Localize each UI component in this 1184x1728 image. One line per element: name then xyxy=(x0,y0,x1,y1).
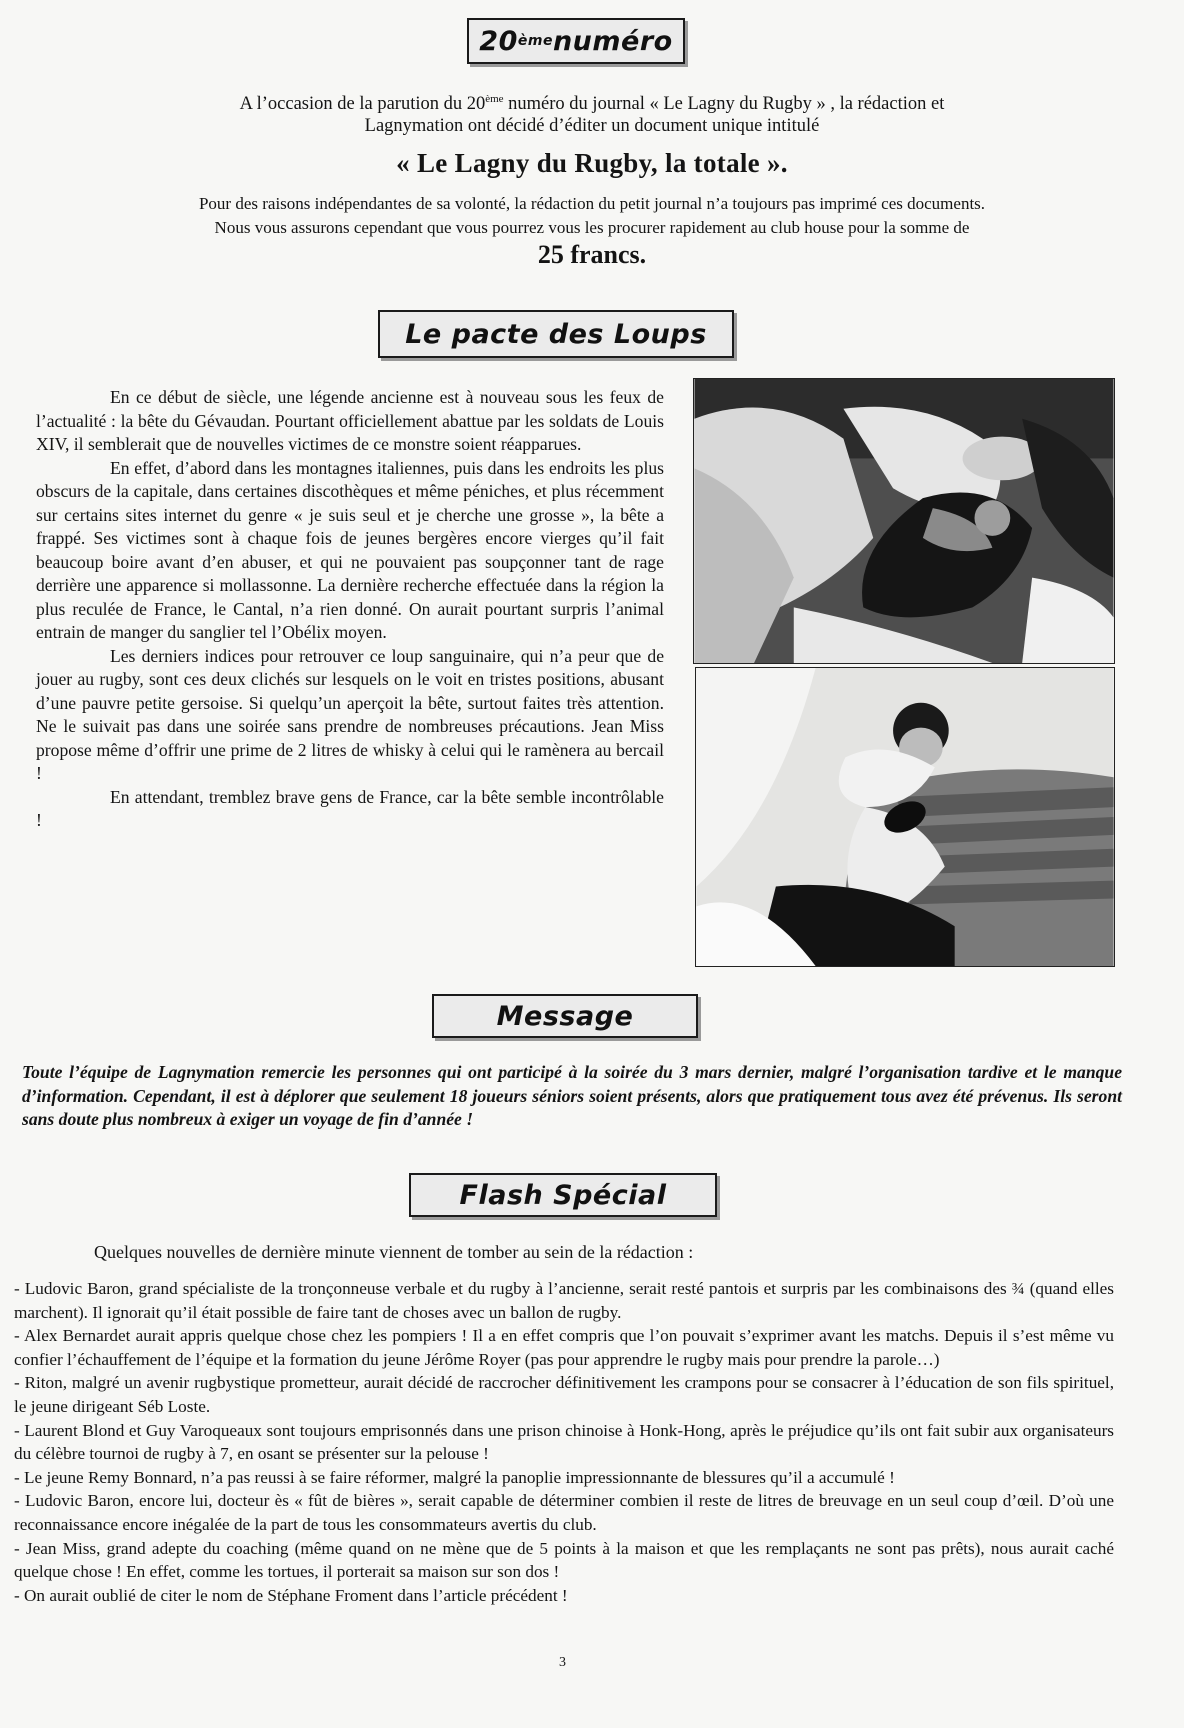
intro-line-1 xyxy=(0,88,1184,115)
intro-line-1b: numéro du journal « Le Lagny du Rugby » , la rédaction et xyxy=(503,94,945,115)
flash-item: - Ludovic Baron, encore lui, docteur ès « fût de bières », serait capable de déterminer combien il reste de litres de breuvage en un seul coup d’œil. D’où une reconnaissance encore inégalée de la part de tous les consommateurs avertis du club. xyxy=(14,1491,1114,1534)
message-text: Toute l’équipe de Lagnymation remercie les personnes qui ont participé à la soirée du 3 mars dernier, malgré l’organisation tardive et le manque d’information. Cependant, il est à déplorer que seulement 18 joueurs séniors soient présents, alors que pratiquement tous avez été prévenus. Ils seront sans doute plus nombreux à exiger un voyage de fin d’année ! xyxy=(22,1062,1122,1129)
heading-number-rest: numéro xyxy=(552,25,673,57)
article-paragraph-4: En attendant, tremblez brave gens de France, car la bête semble incontrôlable ! xyxy=(36,786,664,830)
flash-item: - Ludovic Baron, grand spécialiste de la tronçonneuse verbale et du rugby à l’ancienne, serait resté pantois et surpris par les combinaisons des ¾ (quand elles marchent). Il ignorait qu’il était possible de faire tant de choses avec un ballon de rugby. xyxy=(14,1279,1114,1322)
intro-line-4: Nous vous assurons cependant que vous pourrez vous les procurer rapidement au club house pour la somme de xyxy=(214,218,970,237)
flash-item: - Alex Bernardet aurait appris quelque chose chez les pompiers ! Il a en effet compris que l’on pouvait s’exprimer avant les matchs. Depuis il s’est même vu confier l’échauffement de l’équipe et la formation du jeune Jérôme Royer (pas pour apprendre le rugby mais pour prendre la parole…) xyxy=(14,1326,1114,1369)
flash-item: - Jean Miss, grand adepte du coaching (même quand on ne mène que de 5 points à la maison et que les remplaçants ne sont pas prêts), nous aurait caché quelque chose ! En effet, comme les tortues, il porterait sa maison sur son dos ! xyxy=(14,1538,1114,1582)
article-paragraph-2: En effet, d’abord dans les montagnes italiennes, puis dans les endroits les plus obscurs de la capitale, dans certaines discothèques et même péniches, et plus récemment sur certains sites internet du genre « je suis seul et je cherche une grosse », la bête a frappé. Ses victimes sont à chaque fois de jeunes bergères encore vierges qu’il fait beaucoup boire avant d’en abuser, et qui ne pouvaient pas soupçonner tant de rage derrière une apparence si mollassonne. La dernière recherche effectuée dans la région la plus reculée de France, le Cantal, n’a rien donné. On aurait pourtant surpris l’animal entrain de manger du sanglier tel l’Obélix moyen. xyxy=(36,457,664,642)
intro-line-3: Pour des raisons indépendantes de sa volonté, la rédaction du petit journal n’a toujours pas imprimé ces documents. xyxy=(198,194,986,213)
flash-item: - Laurent Blond et Guy Varoqueaux sont toujours emprisonnés dans une prison chinoise à Honk-Hong, après le préjudice qu’ils ont fait subir aux organisateurs du célèbre tournoi de rugby à 7, en osant se présenter sur la pelouse ! xyxy=(14,1420,1114,1464)
flash-list xyxy=(14,1277,1114,1607)
article-pacte-des-loups xyxy=(36,386,664,833)
heading-number: 20 xyxy=(479,25,518,57)
flash-intro: Quelques nouvelles de dernière minute viennent de tomber au sein de la rédaction : xyxy=(94,1242,694,1262)
flash-item: - Le jeune Remy Bonnard, n’a pas reussi à se faire réformer, malgré la panoplie impressionnante de blessures qu’il a accumulé ! xyxy=(14,1467,895,1487)
intro-title: « Le Lagny du Rugby, la totale ». xyxy=(396,148,788,178)
heading-message xyxy=(432,994,698,1038)
heading-20eme-numero xyxy=(467,18,685,64)
heading-flash-special xyxy=(409,1173,717,1217)
photo-wolf-1-image xyxy=(694,379,1114,663)
heading-flash-text: Flash Spécial xyxy=(459,1179,667,1211)
photo-wolf-2-image xyxy=(696,668,1114,966)
heading-number-sup: ème xyxy=(517,33,553,49)
photo-wolf-2 xyxy=(695,667,1115,967)
flash-item: - Riton, malgré un avenir rugbystique prometteur, aurait décidé de raccrocher définitivement les crampons pour se consacrer à l’éducation de son fils spirituel, le jeune dirigeant Séb Loste. xyxy=(14,1373,1114,1416)
heading-message-text: Message xyxy=(496,1000,634,1032)
intro-line-2: Lagnymation ont décidé d’éditer un document unique intitulé xyxy=(364,116,820,136)
photo-wolf-1 xyxy=(693,378,1115,664)
flash-item: - On aurait oublié de citer le nom de Stéphane Froment dans l’article précédent ! xyxy=(14,1585,568,1605)
intro-price: 25 francs. xyxy=(537,240,647,269)
heading-pacte-des-loups xyxy=(378,310,734,358)
heading-pacte-text: Le pacte des Loups xyxy=(405,318,707,350)
intro-line-1-sup: ème xyxy=(485,93,504,105)
intro-line-1a: A l’occasion de la parution du 20 xyxy=(239,94,486,115)
article-paragraph-1: En ce début de siècle, une légende ancienne est à nouveau sous les feux de l’actualité : la bête du Gévaudan. Pourtant officiellement abattue par les soldats de Louis XIV, il semblerait que de nouvelles victimes de ce monstre soient réapparues. xyxy=(36,387,664,454)
page-number: 3 xyxy=(559,1655,566,1670)
article-paragraph-3: Les derniers indices pour retrouver ce loup sanguinaire, qui n’a peur que de jouer au rugby, sont ces deux clichés sur lesquels on le voit en tristes positions, abusant d’une pauvre petite gersoise. Si quelqu’un aperçoit la bête, surtout faites très attention. Ne le suivait pas dans une soirée sans prendre de nombreuses précautions. Jean Miss propose même d’offrir une prime de 2 litres de whisky à celui qui le ramènera au bercail ! xyxy=(36,645,664,783)
